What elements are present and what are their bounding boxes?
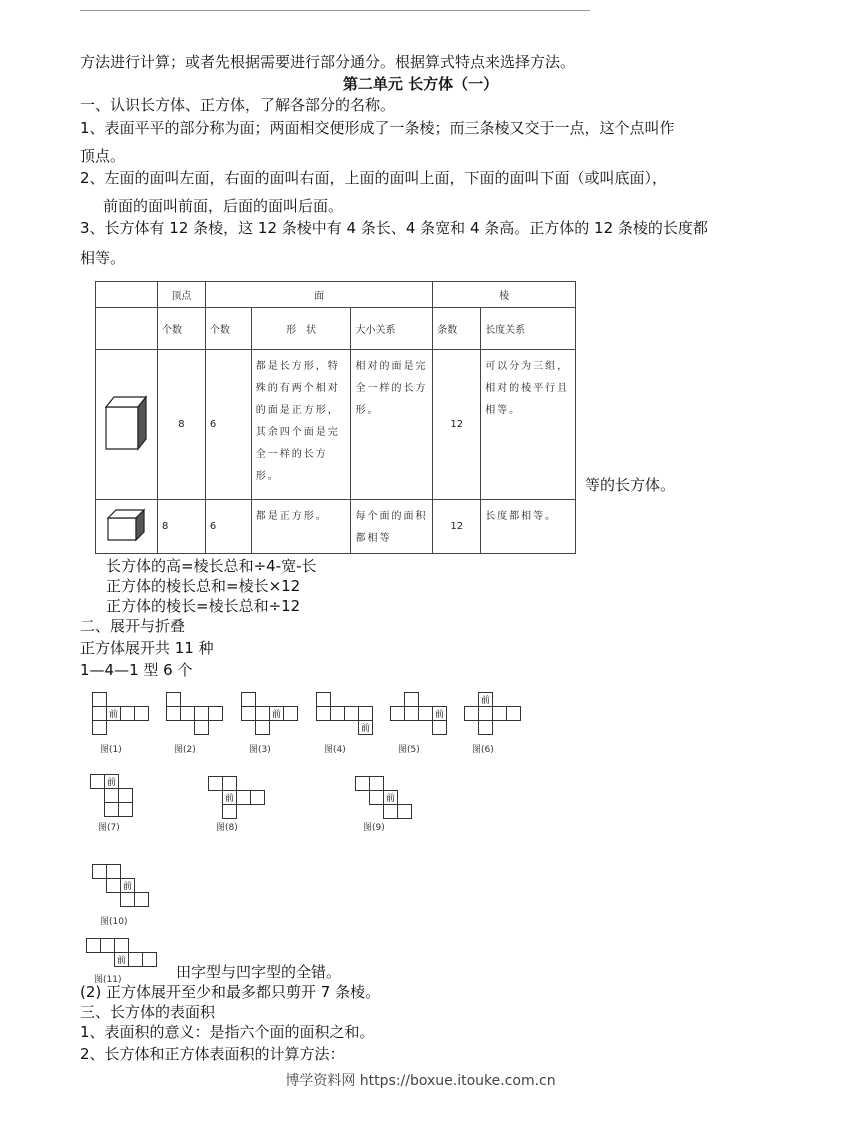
header-edge: 棱 [433, 282, 576, 308]
net-front-label: 前 [224, 794, 235, 804]
cube-icon [104, 506, 148, 544]
point-3a: 3、长方体有 12 条棱，这 12 条棱中有 4 条长、4 条宽和 4 条高。正方体的 12 条棱的长度都 [80, 219, 708, 237]
cuboid-edge-count: 12 [433, 350, 481, 500]
net-front-label: 前 [108, 710, 119, 720]
net-square [195, 721, 209, 735]
point-2b: 前面的面叫前面，后面的面叫后面。 [103, 197, 344, 215]
net-square [121, 893, 135, 907]
net-caption: 图(3) [249, 745, 271, 755]
net-square [223, 777, 237, 791]
net-square [209, 707, 223, 721]
net-square [167, 693, 181, 707]
net-caption: 图(8) [216, 823, 238, 833]
net-square [493, 707, 507, 721]
net-front-label: 前 [122, 882, 133, 892]
net-square [284, 707, 298, 721]
corner-cell [96, 282, 158, 308]
cube-net-figure [390, 692, 474, 736]
net-front-label: 前 [106, 778, 117, 788]
point-1b: 顶点。 [80, 147, 126, 165]
net-square [507, 707, 521, 721]
cuboid-face-shape: 都是长方形，特殊的有两个相对的面是正方形，其余四个面是完全一样的长方形。 [251, 350, 351, 500]
net-caption: 图(4) [324, 745, 346, 755]
cuboid-vertex-count: 8 [157, 350, 205, 500]
net-square [101, 939, 115, 953]
subheader-size: 大小关系 [351, 308, 433, 350]
net-square [370, 791, 384, 805]
net-square [195, 707, 209, 721]
intro-line: 方法进行计算；或者先根据需要进行部分通分。根据算式特点来选择方法。 [80, 53, 576, 71]
net-square [129, 953, 143, 967]
net-square [465, 707, 479, 721]
formula-3: 正方体的棱长=棱长总和÷12 [106, 597, 301, 615]
net-caption: 图(11) [94, 975, 122, 985]
net-caption: 图(5) [398, 745, 420, 755]
cube-edge-length: 长度都相等。 [481, 500, 576, 554]
side-note: 等的长方体。 [585, 476, 676, 494]
cube-face-shape: 都是正方形。 [251, 500, 351, 554]
net-caption: 图(1) [100, 745, 122, 755]
net-caption: 图(10) [100, 917, 128, 927]
net-square [237, 791, 251, 805]
point-2a: 2、左面的面叫左面，右面的面叫右面，上面的面叫上面，下面的面叫下面（或叫底面）， [80, 169, 668, 187]
section-3-heading: 三、长方体的表面积 [80, 1003, 216, 1021]
net-note: 田字型与凹字型的全错。 [176, 963, 342, 981]
point-3b: 相等。 [80, 249, 126, 267]
net-square [121, 707, 135, 721]
net-square [479, 721, 493, 735]
cube-net-figure [90, 774, 174, 818]
net-square [398, 805, 412, 819]
net-square [317, 693, 331, 707]
net-count: 正方体展开共 11 种 [80, 639, 214, 657]
net-square [93, 693, 107, 707]
net-square [256, 707, 270, 721]
cube-vertex-count: 8 [157, 500, 205, 554]
cube-net-figure [316, 692, 400, 736]
net-square [356, 777, 370, 791]
net-square [93, 865, 107, 879]
net-front-label: 前 [385, 794, 396, 804]
cube-net-figure [208, 776, 292, 820]
net-square [405, 693, 419, 707]
net-square [209, 777, 223, 791]
cuboid-face-size: 相对的面是完全一样的长方形。 [351, 350, 433, 500]
net-square [93, 707, 107, 721]
net-square [143, 953, 157, 967]
net-square [345, 707, 359, 721]
cube-net-figure [92, 692, 176, 736]
net-front-label: 前 [360, 724, 371, 734]
net-square [317, 707, 331, 721]
area-meaning: 1、表面积的意义：是指六个面的面积之和。 [80, 1023, 375, 1041]
formula-1: 长方体的高=棱长总和÷4-宽-长 [106, 557, 317, 575]
net-front-label: 前 [480, 696, 491, 706]
net-square [119, 789, 133, 803]
net-square [370, 777, 384, 791]
formula-2: 正方体的棱长总和=棱长×12 [106, 577, 301, 595]
footer-watermark: 博学资料网 https://boxue.itouke.com.cn [285, 1073, 556, 1089]
cuboid-edge-length: 可以分为三组，相对的棱平行且相等。 [481, 350, 576, 500]
net-front-label: 前 [116, 956, 127, 966]
net-square [105, 789, 119, 803]
net-square [242, 693, 256, 707]
net-caption: 图(6) [472, 745, 494, 755]
net-square [223, 805, 237, 819]
net-square [405, 707, 419, 721]
subheader-length: 长度关系 [481, 308, 576, 350]
net-square [256, 721, 270, 735]
cube-net-figure [241, 692, 325, 736]
net-square [105, 803, 119, 817]
properties-table [95, 281, 576, 554]
net-square [391, 707, 405, 721]
net-square [242, 707, 256, 721]
net-type: 1—4—1 型 6 个 [80, 661, 193, 679]
net-square [433, 721, 447, 735]
net-square [251, 791, 265, 805]
net-square [119, 803, 133, 817]
cube-face-count: 6 [205, 500, 251, 554]
net-square [135, 707, 149, 721]
header-vertex: 顶点 [157, 282, 205, 308]
cube-figure-cell [96, 500, 158, 554]
point-1a: 1、表面平平的部分称为面；两面相交便形成了一条棱；而三条棱又交于一点，这个点叫作 [80, 119, 675, 137]
net-square [87, 939, 101, 953]
section-1-heading: 一、认识长方体、正方体，了解各部分的名称。 [80, 96, 396, 114]
net-square [115, 939, 129, 953]
net-square [331, 707, 345, 721]
net-caption: 图(7) [98, 823, 120, 833]
cube-net-figure [464, 692, 548, 736]
blank-cell [96, 308, 158, 350]
net-square [479, 707, 493, 721]
unit-title: 第二单元 长方体（一） [342, 75, 499, 93]
subheader-count: 个数 [157, 308, 205, 350]
net-square [107, 879, 121, 893]
section-2-heading: 二、展开与折叠 [80, 617, 186, 635]
cube-face-size: 每个面的面积都相等 [351, 500, 433, 554]
net-square [181, 707, 195, 721]
net-note-2: (2) 正方体展开至少和最多都只剪开 7 条棱。 [80, 983, 381, 1001]
subheader-edge-count: 条数 [433, 308, 481, 350]
cuboid-face-count: 6 [205, 350, 251, 500]
top-rule [80, 10, 590, 11]
net-front-label: 前 [434, 710, 445, 720]
cube-net-figure [166, 692, 250, 736]
net-square [93, 721, 107, 735]
net-square [167, 707, 181, 721]
net-caption: 图(2) [174, 745, 196, 755]
subheader-shape: 形 状 [251, 308, 351, 350]
cube-net-figure [92, 864, 176, 908]
net-square [135, 893, 149, 907]
cuboid-figure-cell [96, 350, 158, 500]
net-caption: 图(9) [363, 823, 385, 833]
subheader-face-count: 个数 [205, 308, 251, 350]
net-square [384, 805, 398, 819]
net-front-label: 前 [271, 710, 282, 720]
cuboid-icon [102, 393, 150, 453]
cube-net-figure [355, 776, 439, 820]
net-square [91, 775, 105, 789]
area-method: 2、长方体和正方体表面积的计算方法： [80, 1045, 345, 1063]
net-square [419, 707, 433, 721]
header-face: 面 [205, 282, 432, 308]
net-square [107, 865, 121, 879]
net-square [359, 707, 373, 721]
cube-edge-count: 12 [433, 500, 481, 554]
